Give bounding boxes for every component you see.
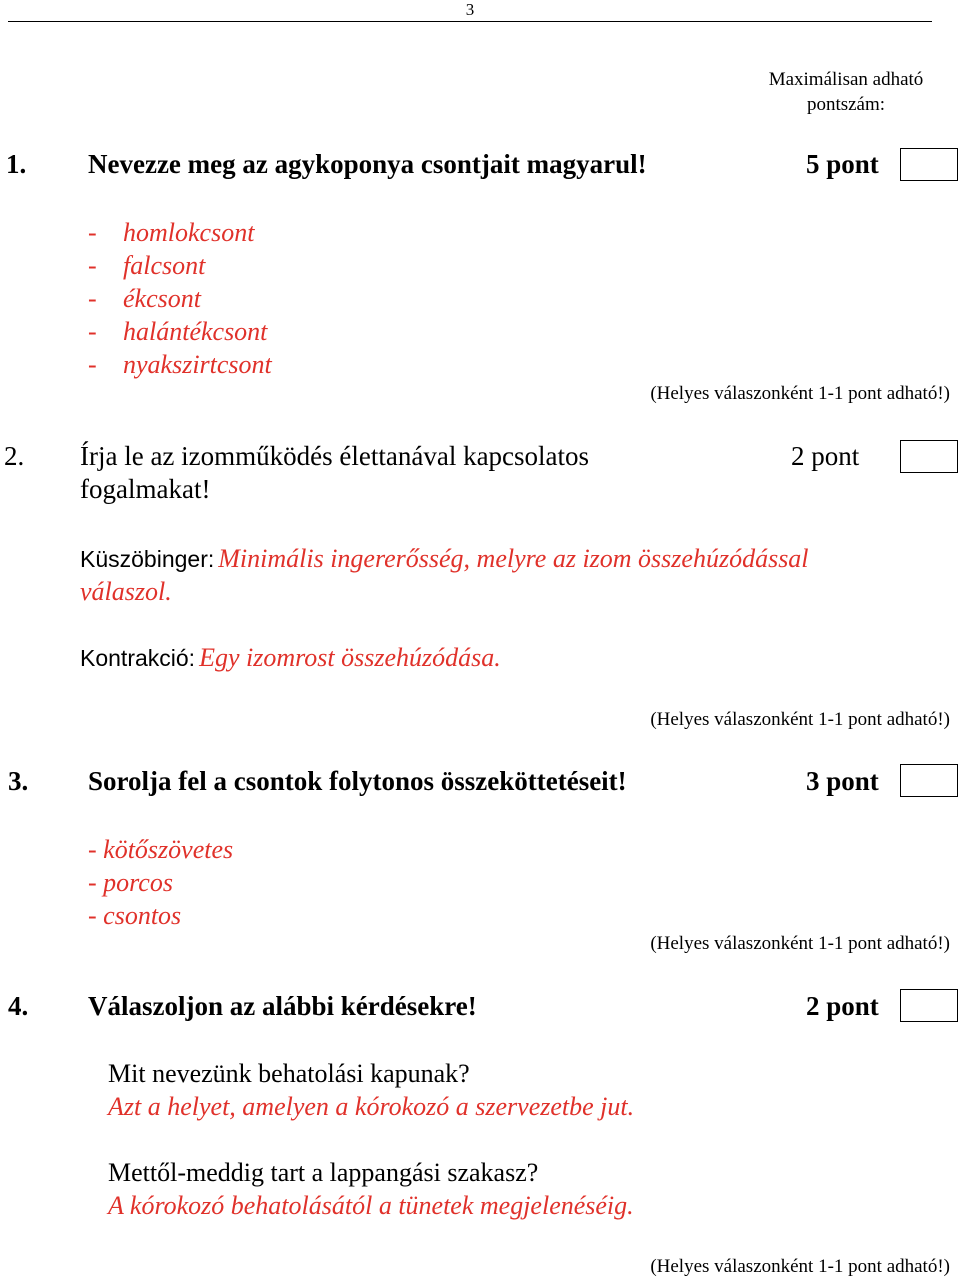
list-item: - falcsont (88, 251, 206, 280)
question-title: Válaszoljon az alábbi kérdésekre! (88, 991, 477, 1021)
question-title: Sorolja fel a csontok folytonos összeköttetéseit! (88, 766, 627, 796)
sub-question: Mit nevezünk behatolási kapunak? (108, 1059, 470, 1088)
sub-question: Mettől-meddig tart a lappangási szakasz? (108, 1158, 539, 1187)
list-item: - porcos (88, 868, 173, 897)
list-item: - homlokcsont (88, 218, 255, 247)
question-points: 5 pont (806, 149, 879, 179)
question-points: 2 pont (806, 991, 879, 1021)
scoring-note: (Helyes válaszonként 1-1 pont adható!) (650, 1256, 950, 1277)
scoring-note: (Helyes válaszonként 1-1 pont adható!) (650, 383, 950, 404)
term-definition (80, 544, 809, 574)
list-item: - nyakszirtcsont (88, 350, 272, 379)
question-points: 3 pont (806, 766, 879, 796)
score-box[interactable] (900, 764, 958, 797)
max-points-label: Maximálisan adható pontszám: (768, 69, 924, 115)
question-title-line2: fogalmakat! (80, 474, 211, 504)
list-item: - csontos (88, 901, 182, 930)
term-label: Küszöbinger: (80, 546, 215, 572)
list-item: - halántékcsont (88, 317, 268, 346)
sub-answer: Azt a helyet, amelyen a kórokozó a szervezetbe jut. (108, 1092, 635, 1121)
question-number: 1. (6, 149, 27, 179)
score-box[interactable] (900, 989, 958, 1022)
scoring-note: (Helyes válaszonként 1-1 pont adható!) (650, 709, 950, 730)
term-answer-continued: válaszol. (80, 577, 172, 606)
scoring-note: (Helyes válaszonként 1-1 pont adható!) (650, 933, 950, 954)
question-points: 2 pont (791, 441, 860, 471)
question-number: 3. (8, 766, 29, 796)
term-answer: Egy izomrost összehúzódása. (199, 643, 501, 672)
term-label: Kontrakció: (80, 645, 196, 671)
answer-list (88, 833, 233, 932)
question-number: 4. (8, 991, 29, 1021)
score-box[interactable] (900, 440, 958, 473)
answer-list (88, 216, 272, 381)
term-answer: Minimális ingererősség, melyre az izom összehúzódással (218, 544, 809, 573)
sub-answer: A kórokozó behatolásától a tünetek megjelenéséig. (108, 1191, 634, 1220)
list-item: - kötőszövetes (88, 835, 234, 864)
page-number: 3 (465, 0, 475, 19)
list-item: - ékcsont (88, 284, 201, 313)
score-box[interactable] (900, 148, 958, 181)
header-rule (8, 21, 932, 22)
question-number: 2. (4, 441, 25, 471)
term-definition (80, 643, 501, 673)
question-title: Nevezze meg az agykoponya csontjait magyarul! (88, 149, 647, 179)
question-title-line1: Írja le az izomműködés élettanával kapcsolatos (80, 441, 590, 471)
